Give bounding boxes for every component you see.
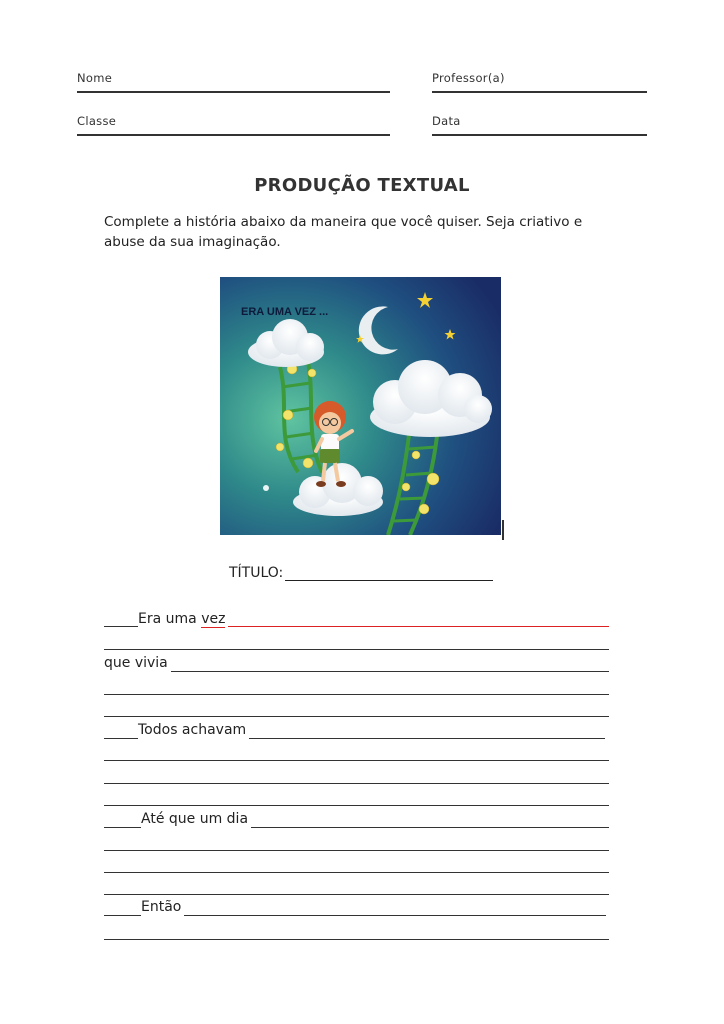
writing-line[interactable] bbox=[104, 926, 609, 940]
prompt-todos-achavam: Todos achavam bbox=[138, 721, 249, 739]
writing-line[interactable] bbox=[104, 747, 609, 761]
spellcheck-underline bbox=[222, 626, 609, 627]
prompt-era-uma-vez bbox=[138, 610, 228, 628]
titulo-input-line[interactable] bbox=[285, 566, 493, 581]
data-label: Data bbox=[432, 114, 461, 128]
writing-line[interactable] bbox=[104, 703, 609, 717]
prompt-era-uma: Era uma bbox=[138, 611, 197, 627]
prompt-vez: vez bbox=[201, 611, 226, 627]
writing-line[interactable] bbox=[104, 792, 609, 806]
nome-label: Nome bbox=[77, 71, 113, 85]
prompt-ate-que-um-dia: Até que um dia bbox=[141, 810, 251, 828]
prompt-entao: Então bbox=[141, 898, 184, 916]
titulo-row bbox=[229, 565, 493, 581]
professor-label: Professor(a) bbox=[432, 71, 505, 85]
writing-line[interactable] bbox=[104, 636, 609, 650]
writing-line[interactable] bbox=[104, 837, 609, 851]
night-sky-illustration bbox=[220, 277, 501, 535]
titulo-label: TÍTULO: bbox=[229, 565, 284, 581]
story-illustration bbox=[220, 277, 501, 535]
classe-field[interactable] bbox=[77, 114, 390, 136]
professor-field[interactable] bbox=[432, 71, 647, 93]
prompt-que-vivia: que vivia bbox=[104, 654, 171, 672]
data-field[interactable] bbox=[432, 114, 647, 136]
classe-label: Classe bbox=[77, 114, 117, 128]
instructions-text: Complete a história abaixo da maneira que você quiser. Seja criativo e abuse da sua imaginação. bbox=[104, 214, 583, 250]
nome-field[interactable] bbox=[77, 71, 390, 93]
text-cursor bbox=[502, 520, 504, 540]
writing-line[interactable] bbox=[104, 881, 609, 895]
writing-line[interactable] bbox=[104, 770, 609, 784]
page-title: PRODUÇÃO TEXTUAL bbox=[254, 175, 470, 196]
writing-line[interactable] bbox=[104, 658, 609, 672]
illustration-caption: ERA UMA VEZ ... bbox=[241, 306, 329, 318]
writing-line[interactable] bbox=[104, 681, 609, 695]
writing-line[interactable] bbox=[104, 859, 609, 873]
sparkle-icon bbox=[263, 485, 269, 491]
